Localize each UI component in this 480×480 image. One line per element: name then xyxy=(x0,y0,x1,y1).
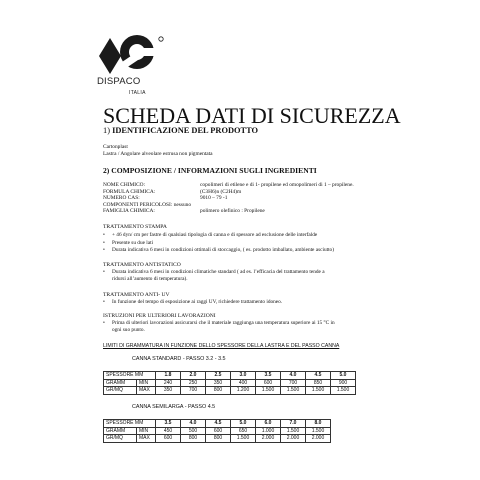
table-row xyxy=(104,420,331,428)
table-cell: 4.5 xyxy=(306,372,331,380)
row-value: 9010 – 79 -1 xyxy=(200,195,228,201)
table-cell: 1.200 xyxy=(231,387,256,395)
composition-row xyxy=(103,202,191,208)
brand-sub: ITALIA xyxy=(129,90,146,96)
row-value: nessuno xyxy=(173,201,192,208)
uv-heading: TRATTAMENTO ANTI- UV xyxy=(103,292,170,298)
bullet-icon: • xyxy=(103,299,105,305)
table-cell: 1.500 xyxy=(306,387,331,395)
table-cell: 1.500 xyxy=(331,387,356,395)
stampa-heading: TRATTAMENTO STAMPA xyxy=(103,224,167,230)
table-cell: MAX xyxy=(137,387,156,395)
table-cell: 350 xyxy=(206,379,231,387)
section-1-number: 1) xyxy=(103,126,110,135)
table-cell: 2.0 xyxy=(181,372,206,380)
row-key: NOME CHIMICO: xyxy=(103,182,146,188)
table-cell: 600 xyxy=(256,379,281,387)
table-row xyxy=(104,435,331,443)
row-value: (C3H6)n (C2H4)m xyxy=(200,188,242,195)
table-cell: 3.0 xyxy=(231,372,256,380)
page-title: SCHEDA DATI DI SICUREZZA xyxy=(103,103,401,128)
table-cell: 700 xyxy=(281,379,306,387)
row-value: polimero olefinico : Propilene xyxy=(200,208,265,214)
table-cell: 240 xyxy=(156,379,181,387)
list-item: • Presente su due lati xyxy=(103,239,154,246)
bullet-icon: • xyxy=(103,232,105,238)
table-cell: 1.000 xyxy=(256,427,281,435)
grammatura-table-semilarga xyxy=(103,419,331,443)
list-item: • Durata indicativa 6 mesi in condizioni ottimali di stoccaggio, ( es. prodotto imballato, ambiente asciutto) xyxy=(103,247,334,253)
table-cell: 900 xyxy=(331,379,356,387)
table-cell: 4.5 xyxy=(206,420,231,428)
table-cell: GRAMM xyxy=(104,379,137,387)
bullet-icon: • xyxy=(103,269,105,275)
product-description: Lastra / Angolare alveolare estrusa non pigmentata xyxy=(103,151,213,157)
row-value: copolimeri di etilene e di 1- propilene ed omopolimeri di 1 – propilene. xyxy=(200,182,354,188)
istruzioni-heading: ISTRUZIONI PER ULTERIORI LAVORAZIONI xyxy=(103,313,216,319)
list-item: • Prima di ulteriori lavorazioni assicurarsi che il materiale raggiunga una temperatura superiore ai 15 °C in ogni suo punto. xyxy=(103,320,335,333)
grammatura-table-standard xyxy=(103,371,356,395)
composition-row xyxy=(103,182,354,188)
table-cell: 4.0 xyxy=(181,420,206,428)
table-cell: 2.000 xyxy=(256,435,281,443)
table-cell: 1.8 xyxy=(156,372,181,380)
list-item: • Durata indicativa 6 mesi in condizioni climatiche standard ( ad es. l’efficacia del trattamento tende a ridursi all’aumento di temperatura). xyxy=(103,269,325,282)
table-cell: 5.0 xyxy=(231,420,256,428)
row-key: NUMERO CAS: xyxy=(103,195,140,201)
product-name: Cartonplast xyxy=(103,144,128,150)
table-cell: 800 xyxy=(181,435,206,443)
composition-row xyxy=(103,195,227,201)
list-item: • In funzione del tempo di esposizione ai raggi UV, richiedere trattamento idoneo. xyxy=(103,299,283,305)
table-cell: 8.0 xyxy=(306,420,331,428)
limits-heading: LIMITI DI GRAMMATURA IN FUNZIONE DELLO SPESSORE DELLA LASTRA E DEL PASSO CANNA xyxy=(103,343,340,349)
table-cell: 4.0 xyxy=(281,372,306,380)
composition-row xyxy=(103,189,241,195)
table-2-caption: CANNA SEMILARGA - PASSO 4.5 xyxy=(132,404,216,410)
table-cell: 700 xyxy=(181,387,206,395)
table-cell: 400 xyxy=(231,379,256,387)
table-cell: 5.0 xyxy=(331,372,356,380)
list-item: • + 46 dyn/ cm per fastre di qualsiasi tipologia di canna e di spessore ad esclusione delle interfalde xyxy=(103,232,318,238)
bullet-icon: • xyxy=(103,247,105,253)
table-cell: GR/MQ xyxy=(104,387,137,395)
table-cell: 1.500 xyxy=(231,435,256,443)
table-cell: 650 xyxy=(231,427,256,435)
antistatico-heading: TRATTAMENTO ANTISTATICO xyxy=(103,262,181,268)
table-cell: 6.0 xyxy=(256,420,281,428)
row-key: FORMULA CHIMICA: xyxy=(103,188,156,195)
brand-name: DISPACO xyxy=(97,76,141,87)
table-cell: 1.500 xyxy=(256,387,281,395)
table-cell: 1.500 xyxy=(281,427,306,435)
table-cell: GR/MQ xyxy=(104,435,137,443)
table-cell: 1.500 xyxy=(281,387,306,395)
table-cell: 500 xyxy=(181,427,206,435)
table-1-caption: CANNA STANDARD - PASSO 3.2 - 3.5 xyxy=(132,356,226,362)
table-cell: 1.500 xyxy=(306,427,331,435)
section-2-heading: 2) COMPOSIZIONE / INFORMAZIONI SUGLI INGREDIENTI xyxy=(103,166,317,175)
table-cell: 2.5 xyxy=(206,372,231,380)
bullet-icon: • xyxy=(103,320,105,326)
row-key: COMPONENTI PERICOLOSI: xyxy=(103,201,173,208)
table-cell: 800 xyxy=(206,387,231,395)
table-row xyxy=(104,372,356,380)
table-cell: 800 xyxy=(206,435,231,443)
table-row xyxy=(104,379,356,387)
section-1-title: IDENTIFICAZIONE DEL PRODOTTO xyxy=(112,126,259,135)
table-cell: 450 xyxy=(156,427,181,435)
table-cell: 600 xyxy=(206,427,231,435)
table-cell: 350 xyxy=(156,387,181,395)
table-cell: MIN xyxy=(137,427,156,435)
bullet-icon: • xyxy=(103,239,105,246)
table-cell: SPESSORE MM xyxy=(104,420,156,428)
table-cell: 3.5 xyxy=(156,420,181,428)
table-row xyxy=(104,387,356,395)
table-cell: 3.5 xyxy=(256,372,281,380)
table-cell: 850 xyxy=(306,379,331,387)
section-1-heading xyxy=(103,126,258,135)
table-cell: MAX xyxy=(137,435,156,443)
row-key: FAMIGLIA CHIMICA: xyxy=(103,208,155,214)
table-cell: 250 xyxy=(181,379,206,387)
table-cell: 7.0 xyxy=(281,420,306,428)
composition-row xyxy=(103,208,265,214)
table-cell: SPESSORE MM xyxy=(104,372,156,380)
table-cell: 600 xyxy=(156,435,181,443)
table-cell: GRAMM xyxy=(104,427,137,435)
table-cell: 2.000 xyxy=(281,435,306,443)
table-row xyxy=(104,427,331,435)
table-cell: 2.000 xyxy=(306,435,331,443)
table-cell: MIN xyxy=(137,379,156,387)
